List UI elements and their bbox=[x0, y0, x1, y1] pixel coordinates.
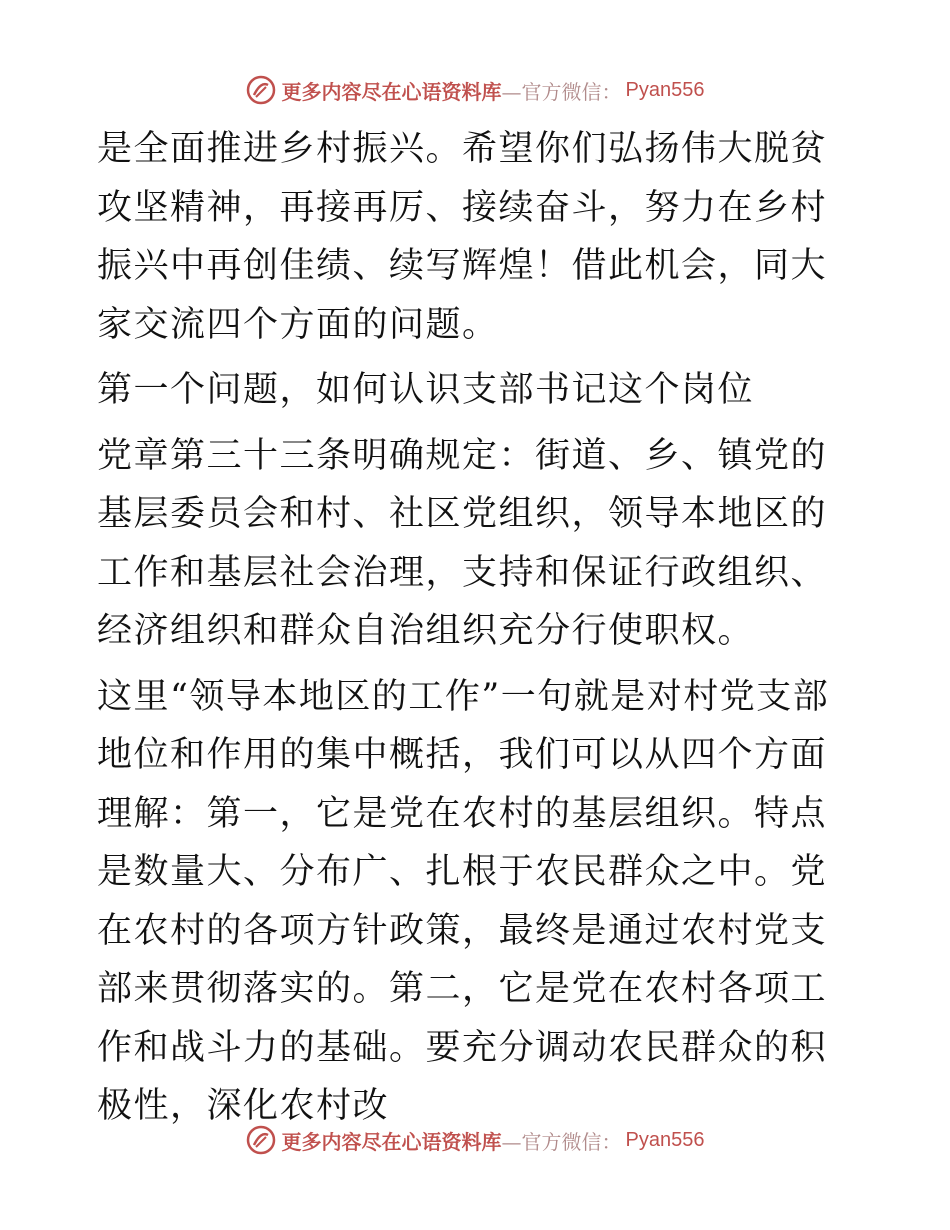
paragraph-2: 党章第三十三条明确规定：街道、乡、镇党的基层委员会和村、社区党组织，领导本地区的工作和基层社会治理，支持和保证行政组织、经济组织和群众自治组织充分行使职权。 bbox=[97, 435, 828, 651]
watermark-separator: —官方微信： bbox=[501, 1129, 622, 1154]
paragraph-1: 是全面推进乡村振兴。希望你们弘扬伟大脱贫攻坚精神，再接再厉、接续奋斗，努力在乡村振兴中再创佳绩、续写辉煌！借此机会，同大家交流四个方面的问题。 bbox=[97, 129, 828, 345]
watermark-text: 更多内容尽在心语资料库 bbox=[281, 1129, 502, 1154]
header-watermark bbox=[0, 72, 950, 108]
logo-icon bbox=[246, 1125, 276, 1155]
document-body bbox=[97, 120, 857, 1136]
watermark-separator: —官方微信： bbox=[501, 79, 622, 104]
section-heading: 第一个问题，如何认识支部书记这个岗位 bbox=[97, 370, 755, 410]
logo-icon bbox=[246, 75, 276, 105]
watermark-text: 更多内容尽在心语资料库 bbox=[281, 79, 502, 104]
footer-watermark bbox=[0, 1122, 950, 1158]
watermark-id: Pyan556 bbox=[625, 78, 705, 101]
watermark-id: Pyan556 bbox=[625, 1128, 705, 1151]
paragraph-3: 这里“领导本地区的工作”一句就是对村党支部地位和作用的集中概括，我们可以从四个方面理解：第一，它是党在农村的基层组织。特点是数量大、分布广、扎根于农民群众之中。党在农村的各项方针政策，最终是通过农村党支部来贯彻落实的。第二，它是党在农村各项工作和战斗力的基础。要充分调动农民群众的积极性，深化农村改 bbox=[97, 676, 830, 1126]
